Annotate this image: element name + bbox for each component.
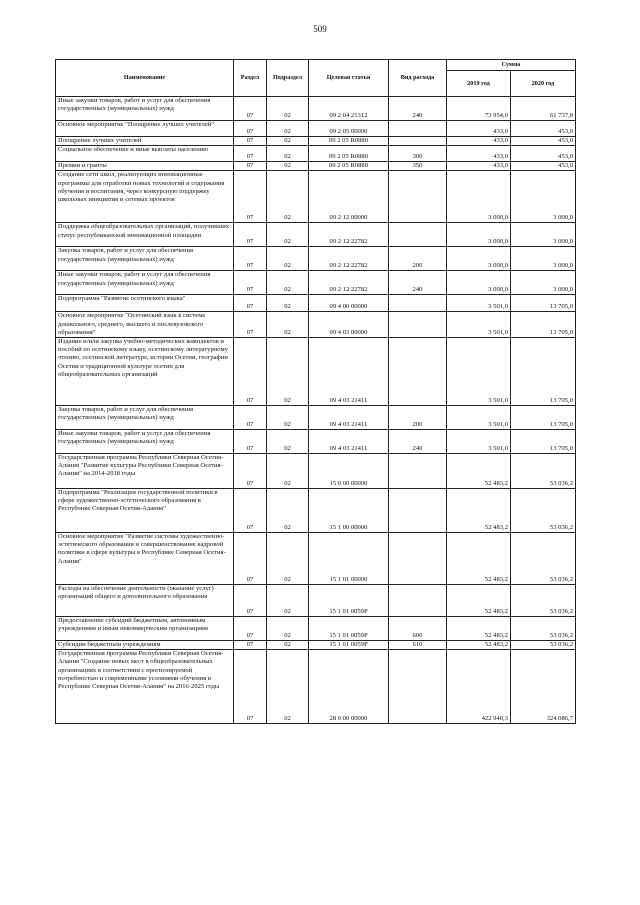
- row-value-2020: 3 000,0: [511, 223, 576, 247]
- row-expense-type: [389, 585, 447, 617]
- row-name: Государственная программа Республики Северная Осетия-Алания "Создание новых мест в общеобразовательных организациях в соответствии с прогнозируемой потребностью и современными условиями обучения в Республике Северная Осетия-Алания" на 2016-2025 годы: [56, 650, 234, 724]
- row-target: 09 2 05 R0880: [309, 146, 389, 162]
- row-name: Государственная программа Республики Северная Осетия-Алания "Развитие культуры Республики Северная Осетия-Алания" на 2014-2018 годы: [56, 454, 234, 489]
- row-value-2019: 52 483,2: [447, 641, 511, 650]
- table-row: [56, 247, 576, 271]
- page-number: 509: [313, 24, 327, 34]
- row-value-2019: 52 483,2: [447, 533, 511, 585]
- row-name: Закупка товаров, работ и услуг для обеспечения государственных (муниципальных) нужд: [56, 406, 234, 430]
- row-expense-type: 240: [389, 271, 447, 295]
- row-target: 09 4 03 21411: [309, 430, 389, 454]
- row-value-2020: 13 705,0: [511, 430, 576, 454]
- row-target: 09 2 12 22782: [309, 223, 389, 247]
- row-section: 07: [234, 223, 267, 247]
- row-value-2019: 3 000,0: [447, 223, 511, 247]
- row-name: Поощрение лучших учителей: [56, 137, 234, 146]
- row-subsection: 02: [267, 162, 309, 171]
- row-subsection: 02: [267, 617, 309, 641]
- row-value-2019: 73 954,0: [447, 97, 511, 121]
- row-target: 09 4 03 00000: [309, 312, 389, 338]
- row-section: 07: [234, 617, 267, 641]
- row-target: 15 1 01 00000: [309, 533, 389, 585]
- row-value-2020: 13 705,0: [511, 338, 576, 406]
- row-name: Премии и гранты: [56, 162, 234, 171]
- row-value-2019: 3 501,0: [447, 295, 511, 312]
- row-subsection: 02: [267, 137, 309, 146]
- row-section: 07: [234, 454, 267, 489]
- row-subsection: 02: [267, 171, 309, 223]
- row-subsection: 02: [267, 641, 309, 650]
- row-value-2020: 13 705,0: [511, 295, 576, 312]
- row-value-2019: 52 483,2: [447, 454, 511, 489]
- table-row: [56, 585, 576, 617]
- row-expense-type: 600: [389, 617, 447, 641]
- row-expense-type: [389, 338, 447, 406]
- row-subsection: 02: [267, 454, 309, 489]
- table-row: [56, 162, 576, 171]
- row-value-2020: 324 086,7: [511, 650, 576, 724]
- row-section: 07: [234, 406, 267, 430]
- row-subsection: 02: [267, 146, 309, 162]
- row-value-2019: 3 501,0: [447, 312, 511, 338]
- row-value-2020: 13 705,0: [511, 406, 576, 430]
- row-value-2020: 53 036,2: [511, 454, 576, 489]
- row-target: 15 1 01 0059Р: [309, 585, 389, 617]
- row-expense-type: [389, 650, 447, 724]
- row-expense-type: [389, 171, 447, 223]
- table-row: [56, 617, 576, 641]
- row-section: 07: [234, 146, 267, 162]
- row-value-2020: 453,0: [511, 121, 576, 137]
- row-subsection: 02: [267, 338, 309, 406]
- row-expense-type: [389, 454, 447, 489]
- row-name: Закупка товаров, работ и услуг для обеспечения государственных (муниципальных) нужд: [56, 247, 234, 271]
- row-value-2019: 433,0: [447, 146, 511, 162]
- row-value-2019: 433,0: [447, 162, 511, 171]
- row-value-2020: 453,0: [511, 146, 576, 162]
- row-expense-type: [389, 223, 447, 247]
- row-value-2020: 53 036,2: [511, 489, 576, 533]
- row-name: Предоставление субсидий бюджетным, автономным учреждениям и иным некоммерческим организациям: [56, 617, 234, 641]
- row-value-2020: 61 737,8: [511, 97, 576, 121]
- row-target: 09 4 03 21411: [309, 406, 389, 430]
- table-row: [56, 489, 576, 533]
- row-section: 07: [234, 338, 267, 406]
- row-expense-type: 200: [389, 247, 447, 271]
- row-target: 09 2 05 R0880: [309, 162, 389, 171]
- row-name: Основное мероприятие "Осетинский язык в системе дошкольного, среднего, высшего и послевузовского образования": [56, 312, 234, 338]
- row-section: 07: [234, 295, 267, 312]
- row-value-2019: 52 483,2: [447, 585, 511, 617]
- row-section: 07: [234, 489, 267, 533]
- row-value-2019: 3 501,0: [447, 430, 511, 454]
- row-subsection: 02: [267, 295, 309, 312]
- row-expense-type: 200: [389, 406, 447, 430]
- row-name: Расходы на обеспечение деятельности (оказание услуг) организаций общего и дополнительного образования: [56, 585, 234, 617]
- row-expense-type: 240: [389, 430, 447, 454]
- row-target: 15 1 00 00000: [309, 489, 389, 533]
- table-row: [56, 223, 576, 247]
- table-row: [56, 406, 576, 430]
- row-section: 07: [234, 137, 267, 146]
- row-section: 07: [234, 430, 267, 454]
- row-target: 09 2 12 00000: [309, 171, 389, 223]
- row-name: Издание и/или закупка учебно-методических комплектов и пособий по осетинскому языку, осетинскому литературному чтению, осетинской литературе, истории Осетии, географии Осетии и традиционной культуре осетин для общеобразовательных организаций: [56, 338, 234, 406]
- row-expense-type: 300: [389, 146, 447, 162]
- row-value-2019: 3 501,0: [447, 338, 511, 406]
- row-name: Социальное обеспечение и иные выплаты населению: [56, 146, 234, 162]
- row-expense-type: [389, 137, 447, 146]
- row-expense-type: 610: [389, 641, 447, 650]
- table-row: [56, 137, 576, 146]
- row-subsection: 02: [267, 430, 309, 454]
- row-name: Основное мероприятие "Развитие системы художественно-эстетического образования и совершенствование кадровой политики в сфере культуры в Республике Северная Осетия-Алания": [56, 533, 234, 585]
- row-value-2020: 3 000,0: [511, 171, 576, 223]
- header-subsection: Подраздел: [267, 60, 309, 97]
- row-section: 07: [234, 312, 267, 338]
- row-value-2020: 3 000,0: [511, 271, 576, 295]
- row-value-2020: 53 036,2: [511, 641, 576, 650]
- row-expense-type: [389, 533, 447, 585]
- table-row: [56, 650, 576, 724]
- header-target: Целевая статья: [309, 60, 389, 97]
- row-value-2019: 3 000,0: [447, 171, 511, 223]
- table-row: [56, 641, 576, 650]
- row-section: 07: [234, 162, 267, 171]
- row-subsection: 02: [267, 650, 309, 724]
- header-year-2019: 2019 год: [447, 71, 511, 97]
- row-value-2019: 433,0: [447, 137, 511, 146]
- row-subsection: 02: [267, 223, 309, 247]
- row-target: 09 2 04 21312: [309, 97, 389, 121]
- header-expense-type: Вид расхода: [389, 60, 447, 97]
- header-section: Раздел: [234, 60, 267, 97]
- row-value-2020: 453,0: [511, 137, 576, 146]
- row-value-2019: 422 940,3: [447, 650, 511, 724]
- row-value-2020: 53 036,2: [511, 585, 576, 617]
- table-row: [56, 121, 576, 137]
- row-section: 07: [234, 171, 267, 223]
- row-name: Иные закупки товаров, работ и услуг для обеспечения государственных (муниципальных) нужд: [56, 97, 234, 121]
- row-name: Поддержка общеобразовательных организаций, получивших статус республиканской инновационной площадки: [56, 223, 234, 247]
- row-subsection: 02: [267, 406, 309, 430]
- row-target: 09 2 05 R0880: [309, 137, 389, 146]
- row-subsection: 02: [267, 121, 309, 137]
- row-name: Субсидии бюджетным учреждениям: [56, 641, 234, 650]
- row-target: 09 2 05 00000: [309, 121, 389, 137]
- row-expense-type: 240: [389, 97, 447, 121]
- table-row: [56, 146, 576, 162]
- row-subsection: 02: [267, 271, 309, 295]
- row-name: Подпрограмма "Реализация государственной политики в сфере художественно-эстетического образования в Республике Северная Осетия-Алания": [56, 489, 234, 533]
- table-row: [56, 454, 576, 489]
- row-subsection: 02: [267, 97, 309, 121]
- row-value-2020: 3 000,0: [511, 247, 576, 271]
- row-value-2020: 53 036,2: [511, 617, 576, 641]
- row-target: 09 2 12 22782: [309, 247, 389, 271]
- table-row: [56, 171, 576, 223]
- row-expense-type: [389, 295, 447, 312]
- row-expense-type: [389, 121, 447, 137]
- row-name: Иные закупки товаров, работ и услуг для обеспечения государственных (муниципальных) нужд: [56, 271, 234, 295]
- row-expense-type: [389, 312, 447, 338]
- row-expense-type: 350: [389, 162, 447, 171]
- row-value-2019: 52 483,2: [447, 617, 511, 641]
- row-subsection: 02: [267, 533, 309, 585]
- row-name: Подпрограмма "Развитие осетинского языка": [56, 295, 234, 312]
- row-expense-type: [389, 489, 447, 533]
- table-row: [56, 271, 576, 295]
- table-row: [56, 97, 576, 121]
- row-target: 15 1 01 0059Р: [309, 617, 389, 641]
- row-value-2019: 3 000,0: [447, 271, 511, 295]
- row-target: 09 4 00 00000: [309, 295, 389, 312]
- row-value-2019: 3 000,0: [447, 247, 511, 271]
- header-sum: Сумма: [447, 60, 576, 71]
- row-target: 15 0 00 00000: [309, 454, 389, 489]
- row-name: Основное мероприятие "Поощрение лучших учителей": [56, 121, 234, 137]
- table-row: [56, 338, 576, 406]
- row-section: 07: [234, 641, 267, 650]
- row-subsection: 02: [267, 489, 309, 533]
- row-target: 09 4 03 21411: [309, 338, 389, 406]
- row-subsection: 02: [267, 585, 309, 617]
- row-value-2019: 52 483,2: [447, 489, 511, 533]
- row-name: Создание сети школ, реализующих инновационные программы для отработки новых технологий и содержания обучения и воспитания, через конкурсную поддержку школьных инициатив и сетевых проектов: [56, 171, 234, 223]
- budget-table: [55, 59, 576, 724]
- row-target: 09 2 12 22782: [309, 271, 389, 295]
- table-row: [56, 295, 576, 312]
- row-value-2020: 453,0: [511, 162, 576, 171]
- row-section: 07: [234, 247, 267, 271]
- row-target: 28 0 00 00000: [309, 650, 389, 724]
- row-subsection: 02: [267, 312, 309, 338]
- table-row: [56, 430, 576, 454]
- row-section: 07: [234, 121, 267, 137]
- table-row: [56, 312, 576, 338]
- row-value-2019: 433,0: [447, 121, 511, 137]
- row-name: Иные закупки товаров, работ и услуг для обеспечения государственных (муниципальных) нужд: [56, 430, 234, 454]
- row-value-2019: 3 501,0: [447, 406, 511, 430]
- header-year-2020: 2020 год: [511, 71, 576, 97]
- header-name: Наименование: [56, 60, 234, 97]
- row-value-2020: 13 705,0: [511, 312, 576, 338]
- row-section: 07: [234, 585, 267, 617]
- row-section: 07: [234, 97, 267, 121]
- row-subsection: 02: [267, 247, 309, 271]
- row-section: 07: [234, 650, 267, 724]
- row-section: 07: [234, 271, 267, 295]
- table-row: [56, 533, 576, 585]
- row-value-2020: 53 036,2: [511, 533, 576, 585]
- row-section: 07: [234, 533, 267, 585]
- row-target: 15 1 01 0059Р: [309, 641, 389, 650]
